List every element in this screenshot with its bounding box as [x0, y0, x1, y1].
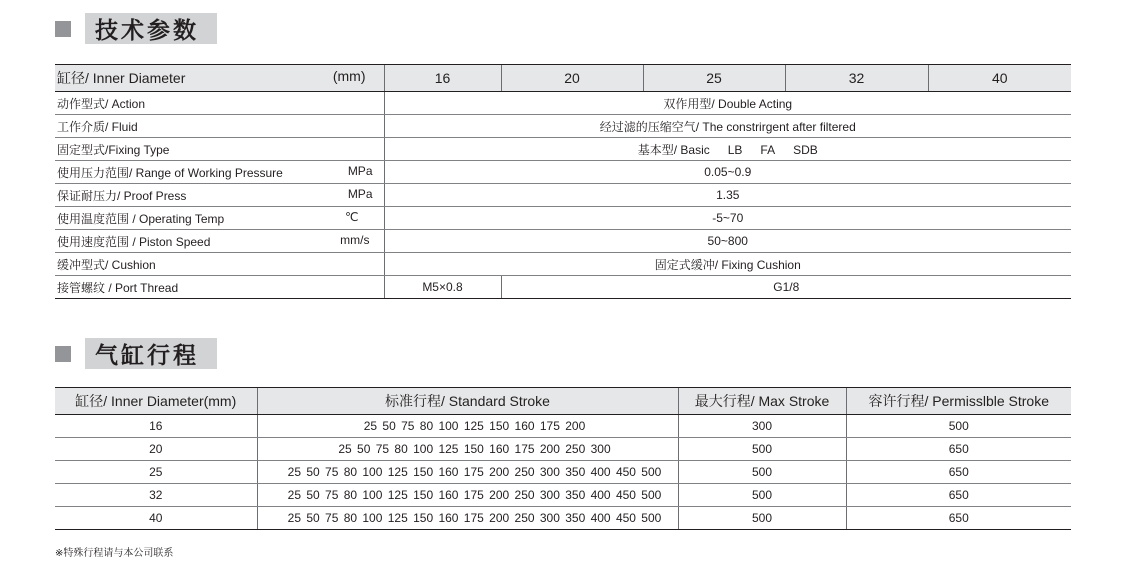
- spec-row-unit: MPa: [347, 186, 373, 201]
- spec-row-unit: MPa: [347, 163, 373, 178]
- stroke-row: [55, 461, 1071, 484]
- stroke-header-max: 最大行程/ Max Stroke: [678, 388, 846, 415]
- spec-row-working-pressure: [55, 161, 1071, 184]
- stroke-bore: 32: [55, 484, 257, 507]
- spec-row-label: 缓冲型式/ Cushion: [55, 253, 384, 276]
- cylinder-stroke-table: [55, 387, 1071, 530]
- stroke-row: [55, 484, 1071, 507]
- stroke-max: 500: [678, 438, 846, 461]
- fixing-type-fa: FA: [760, 142, 776, 157]
- stroke-max: 500: [678, 461, 846, 484]
- stroke-header-row: [55, 388, 1071, 415]
- spec-row-unit: ℃: [345, 209, 359, 224]
- spec-row-label-cell: [55, 161, 384, 184]
- stroke-bore: 25: [55, 461, 257, 484]
- spec-row-value: 50~800: [384, 230, 1071, 253]
- stroke-standard: 25 50 75 80 100 125 150 160 175 200: [257, 415, 678, 438]
- spec-row-value: 固定式缓冲/ Fixing Cushion: [384, 253, 1071, 276]
- section-bullet-square: [55, 21, 71, 37]
- spec-row-value: 双作用型/ Double Acting: [384, 92, 1071, 115]
- spec-row-value: -5~70: [384, 207, 1071, 230]
- bore-size-25: 25: [643, 65, 785, 92]
- footnote: ※特殊行程请与本公司联系: [55, 548, 174, 559]
- spec-row-proof-press: [55, 184, 1071, 207]
- stroke-bore: 20: [55, 438, 257, 461]
- stroke-header-standard: 标准行程/ Standard Stroke: [257, 388, 678, 415]
- spec-row-fluid: [55, 115, 1071, 138]
- stroke-header-permissible: 容许行程/ Permisslble Stroke: [846, 388, 1071, 415]
- fixing-type-sdb: SDB: [793, 142, 818, 157]
- spec-row-value: 1.35: [384, 184, 1071, 207]
- spec-row-label: 动作型式/ Action: [55, 92, 384, 115]
- fixing-type-lb: LB: [727, 142, 743, 157]
- spec-row-label: 接管螺纹 / Port Thread: [55, 276, 384, 299]
- stroke-row: [55, 507, 1071, 530]
- spec-row-label: 固定型式/Fixing Type: [55, 138, 384, 161]
- bore-size-20: 20: [501, 65, 643, 92]
- stroke-row: [55, 438, 1071, 461]
- bore-size-32: 32: [785, 65, 928, 92]
- spec-row-label: 使用速度范围 / Piston Speed: [57, 234, 211, 249]
- fixing-type-basic: 基本型/ Basic: [637, 142, 710, 157]
- stroke-permissible: 650: [846, 484, 1071, 507]
- stroke-permissible: 650: [846, 461, 1071, 484]
- stroke-standard: 25 50 75 80 100 125 150 160 175 200 250 300 350 400 450 500: [257, 484, 678, 507]
- section-heading-stroke: [55, 338, 217, 369]
- section-heading-specs: [55, 13, 217, 44]
- stroke-bore: 40: [55, 507, 257, 530]
- spec-row-label: 使用温度范围 / Operating Temp: [57, 211, 225, 226]
- spec-row-action: [55, 92, 1071, 115]
- stroke-standard: 25 50 75 80 100 125 150 160 175 200 250 300 350 400 450 500: [257, 461, 678, 484]
- stroke-row: [55, 415, 1071, 438]
- stroke-max: 300: [678, 415, 846, 438]
- spec-row-label-cell: [55, 184, 384, 207]
- spec-row-port-thread: [55, 276, 1071, 299]
- stroke-permissible: 650: [846, 438, 1071, 461]
- spec-row-cushion: [55, 253, 1071, 276]
- stroke-max: 500: [678, 507, 846, 530]
- spec-header-row: [55, 65, 1071, 92]
- spec-row-label: 使用压力范围/ Range of Working Pressure: [57, 165, 283, 180]
- spec-row-label-cell: [55, 230, 384, 253]
- spec-row-value: 经过滤的压缩空气/ The constrirgent after filtered: [384, 115, 1071, 138]
- stroke-max: 500: [678, 484, 846, 507]
- spec-row-operating-temp: [55, 207, 1071, 230]
- spec-row-value: [384, 138, 1071, 161]
- spec-row-unit: mm/s: [340, 232, 370, 247]
- section-title-stroke: 气缸行程: [85, 338, 217, 369]
- spec-row-label: 保证耐压力/ Proof Press: [57, 188, 187, 203]
- spec-row-label: 工作介质/ Fluid: [55, 115, 384, 138]
- stroke-standard: 25 50 75 80 100 125 150 160 175 200 250 300: [257, 438, 678, 461]
- stroke-permissible: 500: [846, 415, 1071, 438]
- section-bullet-square: [55, 346, 71, 362]
- section-title-specs: 技术参数: [85, 13, 217, 44]
- technical-parameters-table: [55, 64, 1071, 299]
- stroke-standard: 25 50 75 80 100 125 150 160 175 200 250 300 350 400 450 500: [257, 507, 678, 530]
- bore-size-40: 40: [928, 65, 1071, 92]
- port-thread-16: M5×0.8: [384, 276, 501, 299]
- stroke-permissible: 650: [846, 507, 1071, 530]
- spec-row-piston-speed: [55, 230, 1071, 253]
- bore-size-16: 16: [384, 65, 501, 92]
- stroke-header-bore: 缸径/ Inner Diameter(mm): [55, 388, 257, 415]
- spec-row-label-cell: [55, 207, 384, 230]
- spec-header-label: 缸径/ Inner Diameter: [57, 70, 186, 86]
- spec-header-label-cell: [55, 65, 384, 92]
- spec-header-unit: (mm): [332, 68, 366, 84]
- port-thread-rest: G1/8: [501, 276, 1071, 299]
- stroke-bore: 16: [55, 415, 257, 438]
- spec-row-value: 0.05~0.9: [384, 161, 1071, 184]
- spec-row-fixing-type: [55, 138, 1071, 161]
